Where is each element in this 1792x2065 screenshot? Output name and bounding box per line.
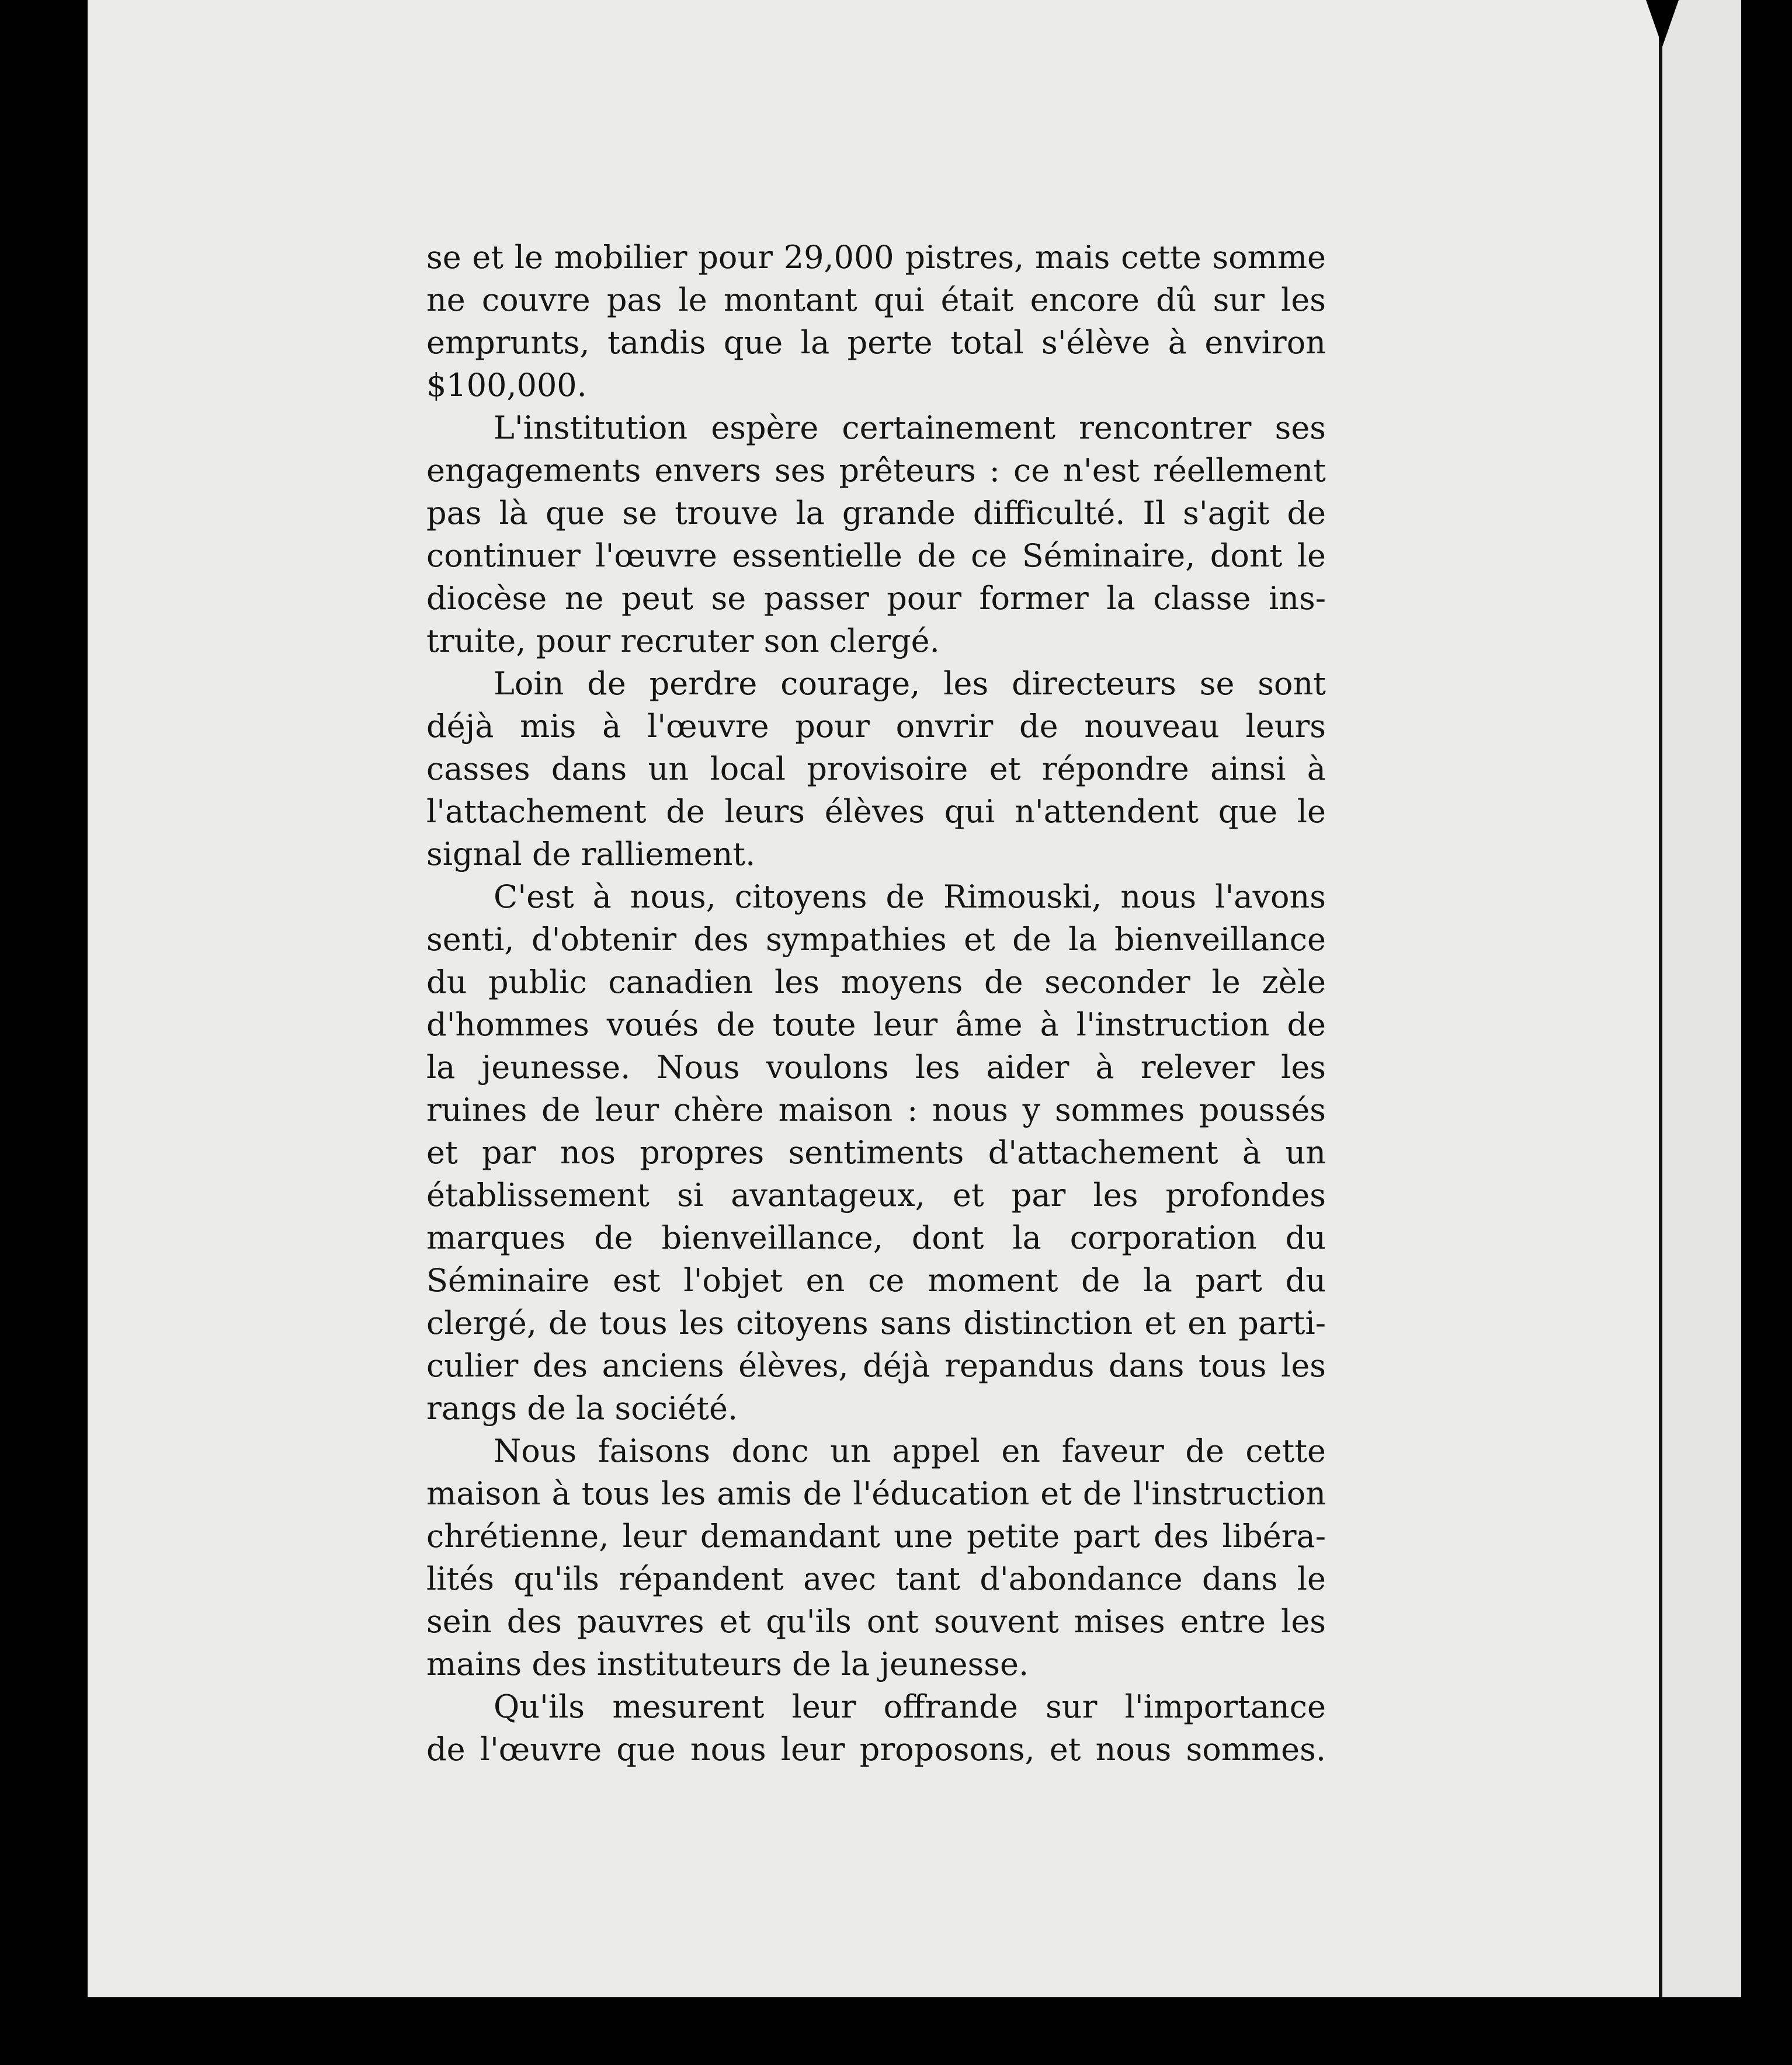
text-line: Loin de perdre courage, les directeurs se sont bbox=[494, 665, 1326, 702]
text-line: rangs de la société. bbox=[426, 1390, 738, 1427]
text-line: de l'œuvre que nous leur proposons, et nous sommes. bbox=[426, 1731, 1326, 1768]
adjacent-page-edge bbox=[1659, 0, 1741, 1997]
text-line: lités qu'ils répandent avec tant d'abondance dans le bbox=[426, 1560, 1326, 1597]
text-line: du public canadien les moyens de seconder le zèle bbox=[426, 964, 1326, 1000]
text-line: déjà mis à l'œuvre pour onvrir de nouveau leurs bbox=[426, 708, 1326, 745]
text-line: Nous faisons donc un appel en faveur de cette bbox=[494, 1433, 1326, 1469]
paragraph bbox=[426, 1685, 1326, 1771]
text-line: se et le mobilier pour 29,000 pistres, mais cette somme bbox=[426, 239, 1326, 276]
text-line: chrétienne, leur demandant une petite part des libéra- bbox=[426, 1518, 1326, 1555]
text-line: établissement si avantageux, et par les profondes bbox=[426, 1177, 1326, 1214]
text-line: $100,000. bbox=[426, 367, 587, 404]
text-line: d'hommes voués de toute leur âme à l'instruction de bbox=[426, 1006, 1326, 1043]
text-line: culier des anciens élèves, déjà repandus dans tous les bbox=[426, 1347, 1326, 1384]
text-line: ne couvre pas le montant qui était encore dû sur les bbox=[426, 281, 1326, 318]
text-line: clergé, de tous les citoyens sans distinction et en parti- bbox=[426, 1305, 1326, 1341]
text-line: maison à tous les amis de l'éducation et de l'instruction bbox=[426, 1475, 1326, 1512]
paragraph bbox=[426, 662, 1326, 875]
text-line: pas là que se trouve la grande difficulté. Il s'agit de bbox=[426, 495, 1326, 531]
paragraph bbox=[426, 1430, 1326, 1685]
page-corner-notch bbox=[1646, 0, 1679, 47]
text-line: la jeunesse. Nous voulons les aider à relever les bbox=[426, 1049, 1326, 1086]
text-line: C'est à nous, citoyens de Rimouski, nous l'avons bbox=[494, 878, 1326, 915]
text-line: ruines de leur chère maison : nous y sommes poussés bbox=[426, 1091, 1326, 1128]
paragraph bbox=[426, 406, 1326, 662]
paragraph bbox=[426, 236, 1326, 406]
text-line: continuer l'œuvre essentielle de ce Séminaire, dont le bbox=[426, 537, 1326, 574]
text-line: l'attachement de leurs élèves qui n'attendent que le bbox=[426, 793, 1326, 830]
text-line: L'institution espère certainement rencontrer ses bbox=[494, 409, 1326, 446]
text-line: Séminaire est l'objet en ce moment de la part du bbox=[426, 1262, 1326, 1299]
text-line: diocèse ne peut se passer pour former la classe ins- bbox=[426, 580, 1326, 617]
text-line: sein des pauvres et qu'ils ont souvent mises entre les bbox=[426, 1603, 1326, 1640]
text-line: Qu'ils mesurent leur offrande sur l'importance bbox=[494, 1688, 1326, 1725]
text-line: signal de ralliement. bbox=[426, 836, 756, 872]
text-line: casses dans un local provisoire et répondre ainsi à bbox=[426, 750, 1326, 787]
paragraph bbox=[426, 875, 1326, 1430]
text-line: engagements envers ses prêteurs : ce n'est réellement bbox=[426, 452, 1326, 489]
text-line: truite, pour recruter son clergé. bbox=[426, 623, 940, 659]
text-line: marques de bienveillance, dont la corporation du bbox=[426, 1219, 1326, 1256]
text-line: emprunts, tandis que la perte total s'élève à environ bbox=[426, 324, 1326, 361]
text-line: senti, d'obtenir des sympathies et de la bienveillance bbox=[426, 921, 1326, 958]
text-line: et par nos propres sentiments d'attachement à un bbox=[426, 1134, 1326, 1171]
text-line: mains des instituteurs de la jeunesse. bbox=[426, 1646, 1029, 1682]
document-body bbox=[426, 236, 1326, 1771]
